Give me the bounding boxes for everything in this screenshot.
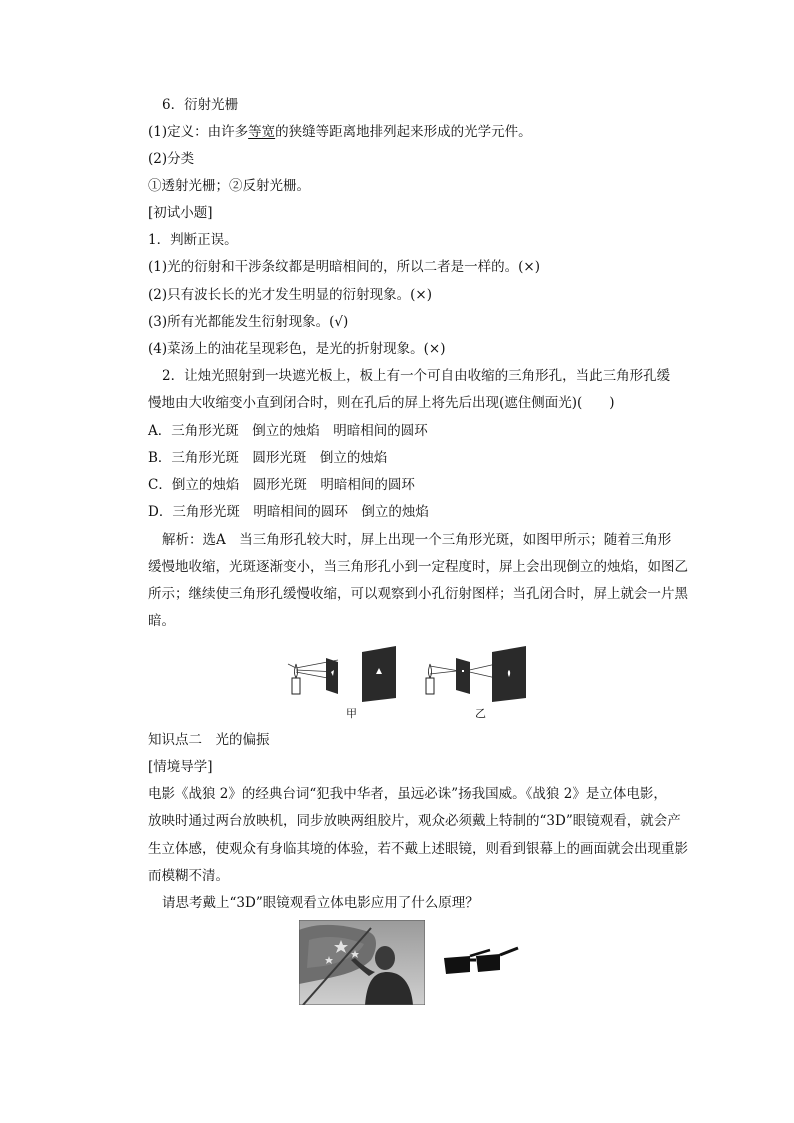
guide-line: 放映时通过两台放映机，同步放映两组胶片，观众必须戴上特制的“3D”眼镜观看，就会产 [148, 813, 681, 829]
guide-line: 电影《战狼 2》的经典台词“犯我中华者，虽远必诛”扬我国威。《战狼 2》是立体电影， [148, 786, 667, 802]
figure-label-yi: 乙 [475, 707, 486, 720]
q1-item: (2)只有波长长的光才发生明显的衍射现象。(×) [148, 287, 432, 303]
guide-line: 而模糊不清。 [148, 868, 229, 884]
q2-option-a: A．三角形光斑 倒立的烛焰 明暗相间的圆环 [148, 423, 428, 439]
q2-option-b: B．三角形光斑 圆形光斑 倒立的烛焰 [148, 450, 388, 466]
classification-label: (2)分类 [148, 151, 195, 167]
grating-types: ①透射光栅；②反射光栅。 [148, 178, 310, 194]
analysis-line: 解析：选A 当三角形孔较大时，屏上出现一个三角形光斑，如图甲所示；随着三角形 [162, 532, 672, 548]
definition-prefix: (1)定义：由许多 [148, 124, 249, 140]
small-hole [462, 670, 464, 672]
3d-glasses-icon [440, 946, 520, 980]
figure-label-jia: 甲 [346, 707, 357, 720]
q1-item: (1)光的衍射和干涉条纹都是明暗相间的，所以二者是一样的。(×) [148, 259, 540, 275]
definition-underline: 等宽 [248, 124, 276, 140]
analysis-line: 暗。 [148, 613, 175, 629]
definition-suffix: 的狭缝等距离地排列起来形成的光学元件。 [275, 124, 532, 140]
q2-option-d: D．三角形光斑 明暗相间的圆环 倒立的烛焰 [148, 504, 429, 520]
q1-item: (4)菜汤上的油花呈现彩色，是光的折射现象。(×) [148, 341, 446, 357]
aperture-plate [456, 658, 470, 694]
section-2-title: 知识点二 光的偏振 [148, 732, 270, 748]
quiz-header: [初试小题] [148, 205, 213, 221]
guide-line: 生立体感，使观众有身临其境的体验，若不戴上述眼镜，则看到银幕上的画面就会出现重影 [148, 841, 688, 857]
figure-jia [286, 646, 400, 702]
section-6-title: 6．衍射光栅 [162, 97, 239, 113]
definition-line [148, 123, 532, 141]
analysis-line: 所示；继续使三角形孔缓慢收缩，可以观察到小孔衍射图样；当孔闭合时，屏上就会一片黑 [148, 586, 688, 602]
aperture-plate [326, 658, 338, 694]
candle-icon [426, 664, 434, 694]
q1-item: (3)所有光都能发生衍射现象。(√) [148, 314, 349, 330]
figure-yi [420, 646, 534, 702]
analysis-line: 缓慢地收缩，光斑逐渐变小，当三角形孔小到一定程度时，屏上会出现倒立的烛焰，如图乙 [148, 559, 688, 575]
q2-stem-line1: 2．让烛光照射到一块遮光板上，板上有一个可自由收缩的三角形孔，当此三角形孔缓 [162, 368, 671, 384]
q1-stem: 1．判断正误。 [148, 232, 238, 248]
guide-question: 请思考戴上“3D”眼镜观看立体电影应用了什么原理？ [162, 895, 479, 911]
q2-option-c: C．倒立的烛焰 圆形光斑 明暗相间的圆环 [148, 477, 415, 493]
q2-stem-line2: 慢地由大收缩变小直到闭合时，则在孔后的屏上将先后出现(遮住侧面光)( ) [148, 395, 615, 411]
soldier-head [375, 946, 395, 970]
candle-icon [292, 664, 300, 694]
movie-still-photo [299, 920, 425, 1005]
guide-header: [情境导学] [148, 759, 213, 775]
